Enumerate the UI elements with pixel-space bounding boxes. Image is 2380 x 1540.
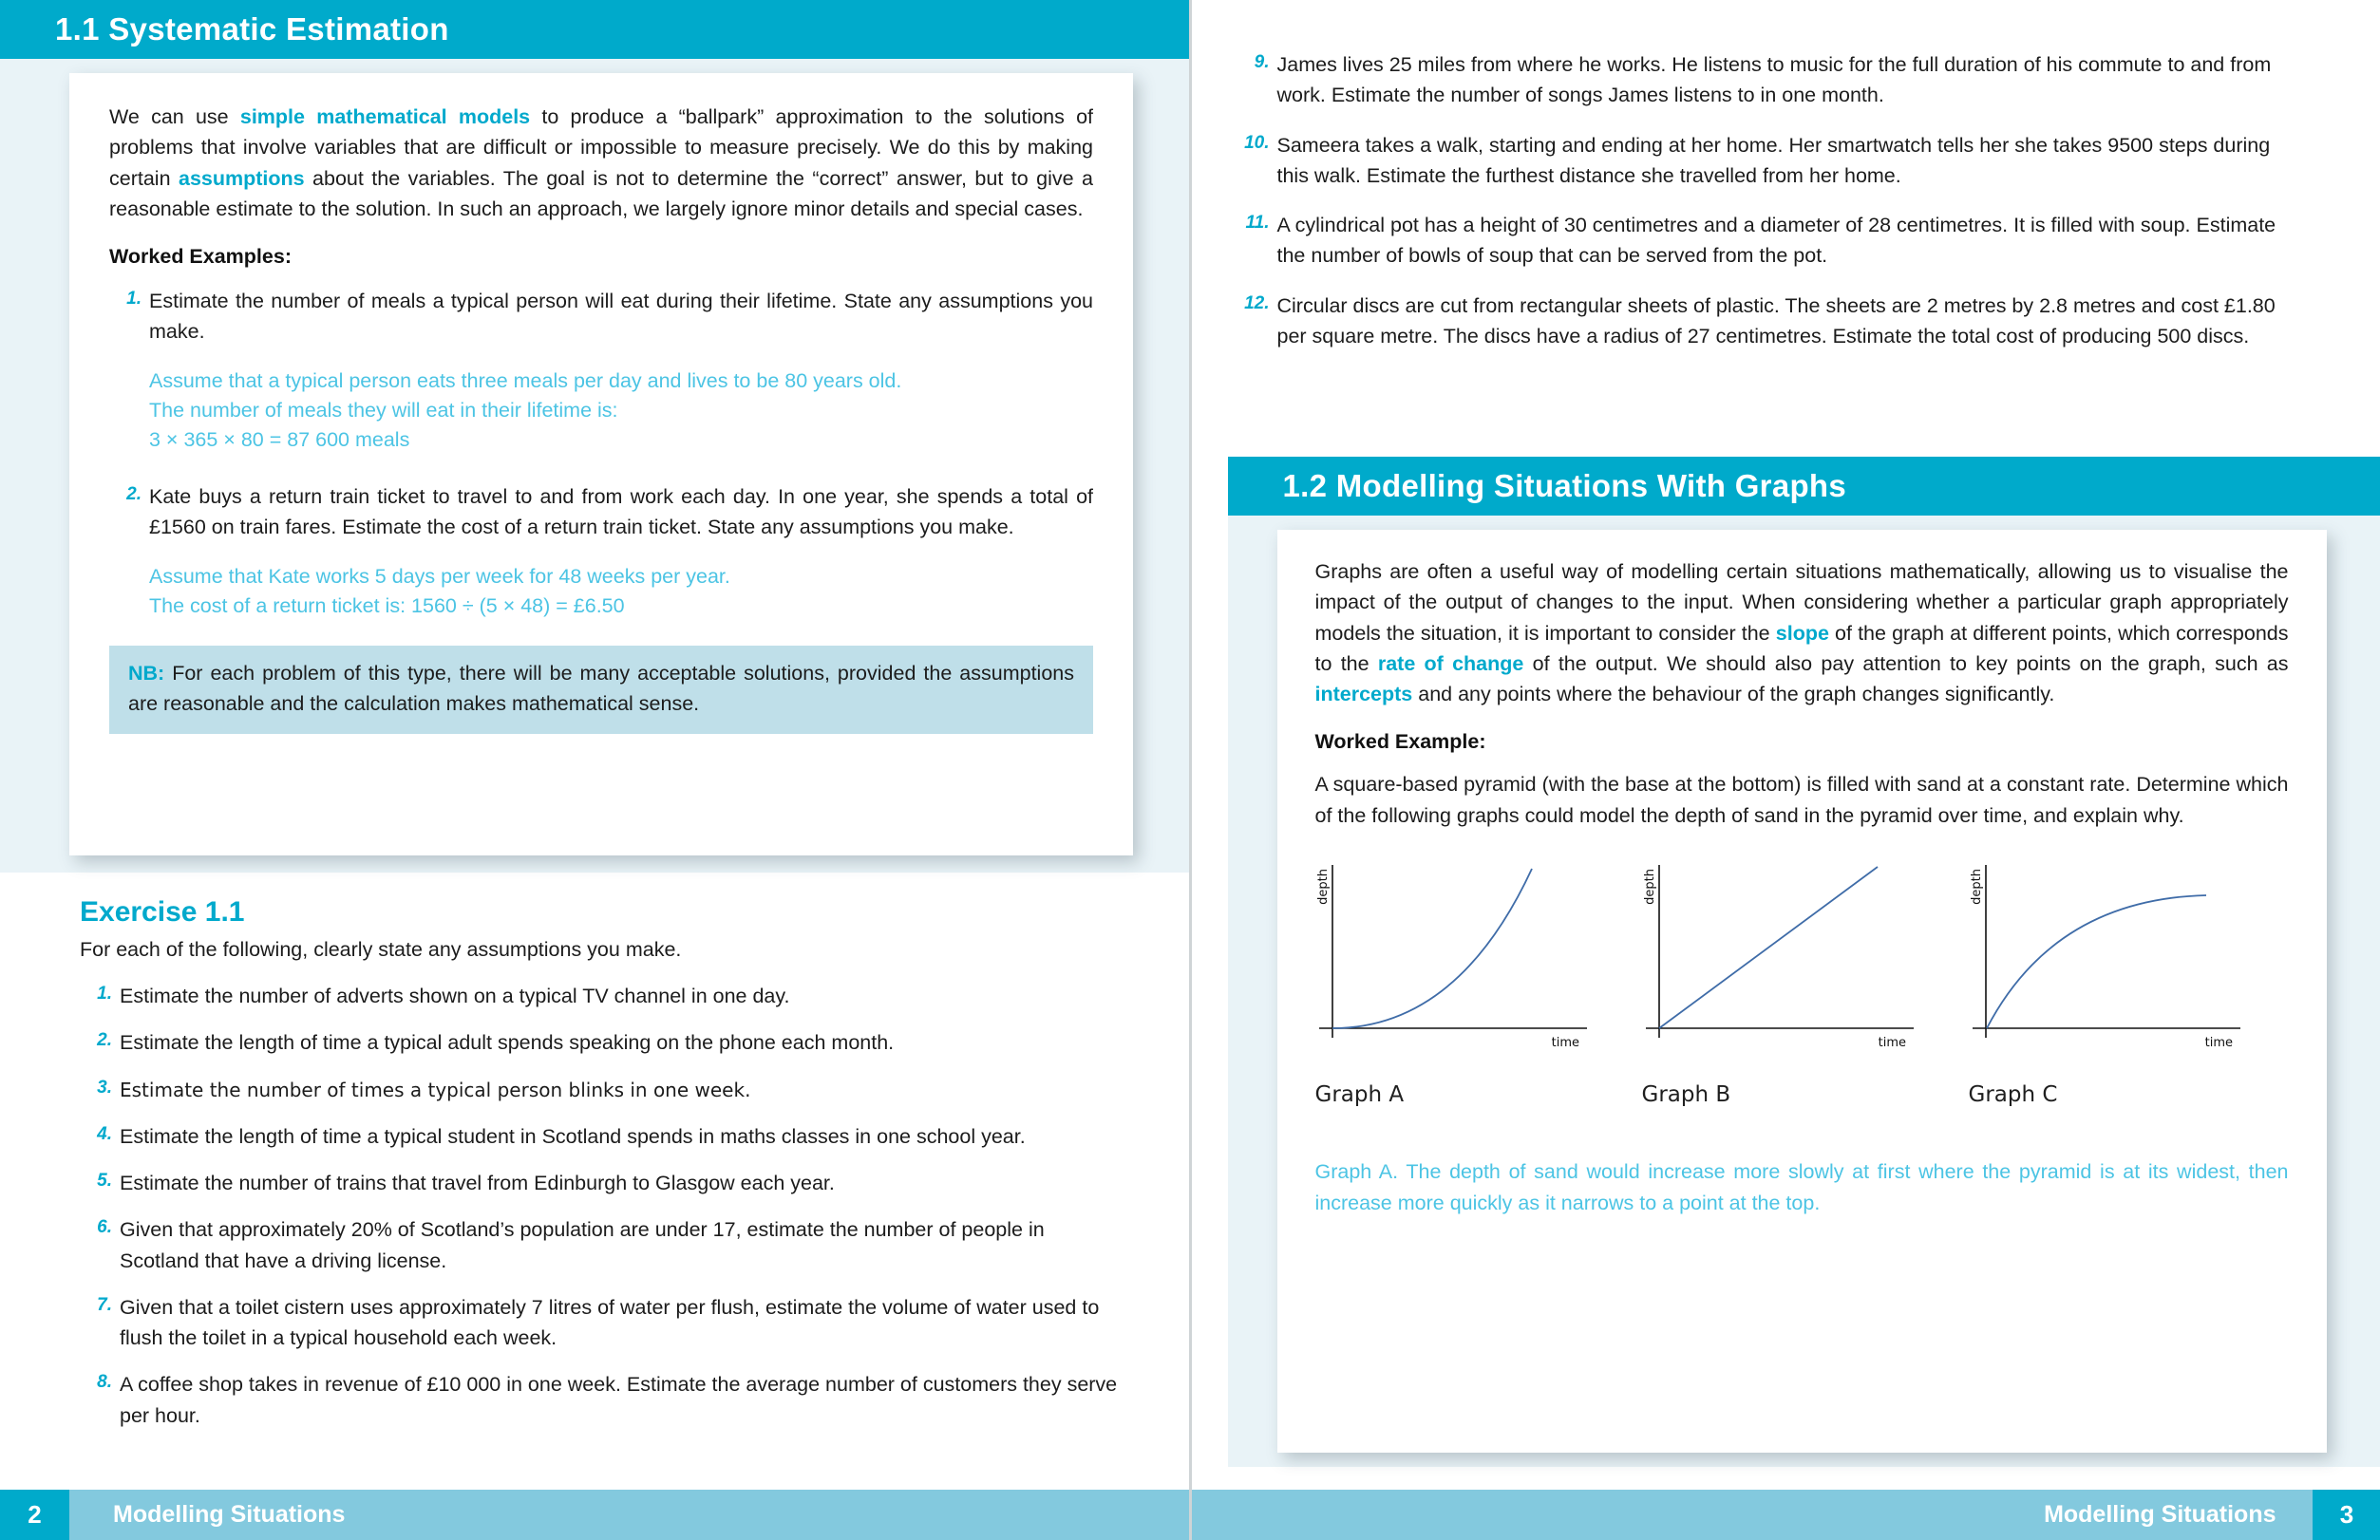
graph-c-caption: Graph C [1968, 1081, 2058, 1107]
worked-example-item [109, 481, 1093, 621]
exercise-item-number: 12. [1244, 292, 1270, 313]
worked-example-answer [149, 562, 1093, 621]
section-header-1-1 [0, 0, 1189, 59]
intro-paragraph-1-1 [109, 102, 1093, 224]
exercise-item-number: 5. [97, 1171, 112, 1191]
answer-line: Assume that Kate works 5 days per week for 48 weeks per year. [149, 564, 730, 588]
graph-c-chart [1969, 852, 2254, 1070]
exercise-item [1237, 130, 2301, 192]
footer-title: Modelling Situations [2044, 1501, 2276, 1528]
nb-text: For each problem of this type, there will be many acceptable solutions, provided the assumptions are reasonable and the calculation makes mathematical sense. [128, 661, 1074, 715]
exercise-item-text: Estimate the number of trains that travel from Edinburgh to Glasgow each year. [120, 1172, 835, 1194]
intro-paragraph-1-2 [1315, 556, 2289, 709]
exercise-item [1237, 210, 2301, 272]
worked-example-number: 2. [126, 484, 142, 505]
nb-callout [109, 646, 1093, 735]
worked-example-question: Kate buys a return train ticket to travel to and from work each day. In one year, she spends a total of £1560 on train fares. Estimate the cost of a return train ticket. State any assumptions you make. [149, 485, 1093, 539]
page-number: 3 [2313, 1490, 2380, 1540]
intro-text-d: and any points where the behaviour of the graph changes significantly. [1412, 683, 2055, 705]
right-page [1189, 0, 2380, 1540]
exercise-item [80, 1075, 1129, 1105]
graph-a-caption: Graph A [1314, 1081, 1405, 1107]
exercise-item [80, 981, 1129, 1011]
keyword-rate-of-change: rate of change [1377, 651, 1524, 675]
graph-row [1315, 852, 2289, 1107]
graph-b-caption: Graph B [1641, 1081, 1731, 1107]
exercise-item [1237, 49, 2301, 111]
exercise-item-text: Given that a toilet cistern uses approximately 7 litres of water per flush, estimate the volume of water used to flush the toilet in a typical household each week. [120, 1295, 1100, 1349]
x-axis-label: time [1878, 1035, 1906, 1050]
intro-text-c: of the output. We should also pay attention to key points on the graph, such as [1523, 651, 2289, 675]
answer-line: 3 × 365 × 80 = 87 600 meals [149, 427, 410, 451]
intro-text-c: about the variables. The goal is not to determine the “correct” answer, but to give a reasonable estimate to the solution. In such an approach, we largely ignore minor details and special cases. [109, 166, 1093, 220]
graph-c-cell [1969, 852, 2254, 1107]
exercise-item-number: 4. [97, 1123, 112, 1144]
exercise-item [80, 1292, 1129, 1354]
worked-example-answer [149, 366, 1093, 456]
exercise-item-text: Circular discs are cut from rectangular sheets of plastic. The sheets are 2 metres by 2.8 metres and cost £1.80 per square metre. The discs have a radius of 27 centimetres. Estimate the total cost of producing 500 discs. [1276, 293, 2276, 347]
intro-text-a: Graphs are often a useful way of modelling certain situations mathematically, allowing us to visualise the impact of the output of changes to the input. When considering whether a particular graph appropriately models the situation, it is important to consider the [1314, 560, 2289, 645]
footer-band [1192, 1490, 2313, 1540]
concept-card-left [69, 73, 1133, 855]
exercise-item-text: Sameera takes a walk, starting and ending at her home. Her smartwatch tells her she takes 9500 steps during this walk. Estimate the furthest distance she travelled from her home. [1276, 133, 2271, 187]
footer-band [69, 1490, 1189, 1540]
exercise-item-number: 3. [97, 1077, 112, 1098]
exercise-heading: Exercise 1.1 [80, 896, 245, 928]
exercise-item-number: 10. [1244, 132, 1270, 153]
page-number: 2 [0, 1490, 69, 1540]
exercise-item-text: Estimate the length of time a typical student in Scotland spends in maths classes in one school year. [120, 1124, 1026, 1148]
exercise-item-text: Estimate the length of time a typical adult spends speaking on the phone each month. [120, 1031, 895, 1055]
exercise-item-text: James lives 25 miles from where he works. He listens to music for the full duration of his commute to and from work. Estimate the number of songs James listens to in one month. [1276, 53, 2272, 107]
exercise-item [80, 1369, 1129, 1431]
keyword-intercepts: intercepts [1314, 683, 1413, 705]
exercise-item-number: 2. [97, 1030, 112, 1051]
section-title: 1.1 Systematic Estimation [55, 11, 449, 47]
exercise-item [80, 1027, 1129, 1058]
worked-example-item [109, 286, 1093, 455]
keyword-slope: slope [1775, 621, 1829, 645]
section-title: 1.2 Modelling Situations With Graphs [1282, 468, 1847, 503]
concept-card-right [1277, 530, 2327, 1453]
graph-b-line [1659, 867, 1878, 1028]
worked-examples-label: Worked Examples: [109, 245, 292, 268]
worked-example-label: Worked Example: [1314, 730, 1486, 754]
nb-label: NB: [128, 661, 165, 685]
graph-a-chart [1315, 852, 1600, 1070]
answer-line: The cost of a return ticket is: 1560 ÷ (5 × 48) = £6.50 [149, 593, 625, 617]
worked-example-question: Estimate the number of meals a typical person will eat during their lifetime. State any assumptions you make. [149, 290, 1093, 344]
section-header-1-2 [1228, 457, 2380, 516]
graph-a-curve [1332, 869, 1532, 1028]
exercise-item-text: A cylindrical pot has a height of 30 centimetres and a diameter of 28 centimetres. It is filled with soup. Estimate the number of bowls of soup that can be served from the pot. [1276, 214, 2276, 268]
graph-b-chart [1642, 852, 1927, 1070]
worked-example-question: A square-based pyramid (with the base at the bottom) is filled with sand at a constant rate. Determine which of the following graphs could model the depth of sand in the pyramid over time, and explain why. [1314, 773, 2289, 827]
exercise-item-text: Estimate the number of adverts shown on a typical TV channel in one day. [120, 985, 790, 1007]
intro-text-b: of the graph at different points, which corresponds to the [1314, 621, 2289, 675]
x-axis-label: time [2204, 1035, 2233, 1050]
exercise-item [80, 1214, 1129, 1276]
answer-line: Assume that a typical person eats three meals per day and lives to be 80 years old. [149, 368, 902, 392]
exercise-continued-list-wrapper [1237, 49, 2301, 351]
footer-title: Modelling Situations [113, 1501, 346, 1528]
exercise-list [80, 981, 1129, 1431]
exercise-item-text: Given that approximately 20% of Scotland’s population are under 17, estimate the number of people in Scotland that have a driving license. [120, 1218, 1045, 1272]
left-page [0, 0, 1189, 1540]
exercise-item-number: 9. [1254, 52, 1270, 72]
exercise-item-number: 7. [97, 1294, 112, 1315]
exercise-item-number: 11. [1245, 213, 1270, 233]
exercise-item [1237, 291, 2301, 352]
exercise-item [80, 1168, 1129, 1198]
worked-examples-list [109, 286, 1093, 621]
worked-example-number: 1. [126, 289, 142, 309]
footer-right [1192, 1490, 2380, 1540]
graph-b-cell [1642, 852, 1927, 1107]
exercise-intro: For each of the following, clearly state any assumptions you make. [80, 938, 682, 961]
y-axis-label: depth [1315, 868, 1331, 905]
intro-text-a: We can use [109, 105, 240, 128]
exercise-continued-list [1237, 49, 2301, 351]
intro-text-b: to produce a “ballpark” approximation to the solutions of problems that involve variables that are difficult or impossible to measure precisely. We do this by making certain [109, 105, 1094, 190]
exercise-item-number: 1. [97, 984, 112, 1004]
footer-left [0, 1490, 1189, 1540]
exercise-item-number: 8. [97, 1372, 112, 1393]
graph-c-curve [1987, 895, 2206, 1028]
graph-a-cell [1315, 852, 1600, 1107]
exercise-item-number: 6. [97, 1217, 112, 1238]
exercise-item-text: Estimate the number of times a typical person blinks in one week. [120, 1078, 751, 1101]
y-axis-label: depth [1969, 868, 1984, 905]
worked-example-answer: Graph A. The depth of sand would increase more slowly at first where the pyramid is at its widest, then increase more quickly as it narrows to a point at the top. [1314, 1159, 2289, 1215]
y-axis-label: depth [1642, 868, 1657, 905]
keyword-simple-mathematical-models: simple mathematical models [239, 105, 531, 128]
answer-line: The number of meals they will eat in their lifetime is: [149, 398, 618, 422]
exercise-item-text: A coffee shop takes in revenue of £10 000 in one week. Estimate the average number of customers they serve per hour. [120, 1373, 1118, 1427]
exercise-section-1-1 [80, 896, 1129, 1447]
x-axis-label: time [1551, 1035, 1579, 1050]
keyword-assumptions: assumptions [178, 166, 305, 190]
exercise-item [80, 1121, 1129, 1152]
